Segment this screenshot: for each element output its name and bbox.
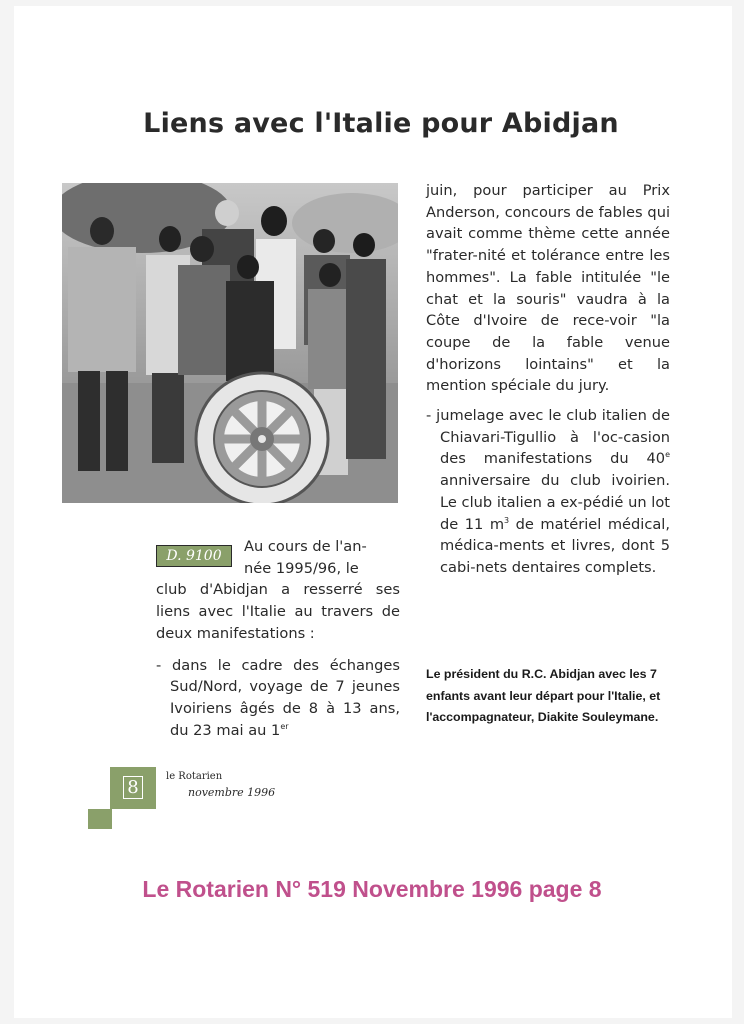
footer-reference: Le Rotarien N° 519 Novembre 1996 page 8 (142, 876, 602, 902)
page-marker-corner (88, 809, 112, 829)
item2-sup-3: 3 (504, 515, 510, 525)
item1-paragraph (156, 655, 400, 742)
intro-line-2: née 1995/96, le (244, 559, 359, 577)
item2-text-a: - jumelage avec le club italien de Chiavari-Tigullio à l'oc-casion des manifestations du 40 (426, 407, 670, 468)
group-photo-illustration (62, 183, 398, 503)
item1-continuation: juin, pour participer au Prix Anderson, concours de fables qui avait comme thème cette année "frater-nité et tolérance entre les hommes". La fable intitulée "le chat et la souris" vaudra à la Côte d'Ivoire de rece-voir "la coupe de la fable venue d'horizons lointains" et la mention spéciale du jury. (426, 182, 670, 395)
item1-text: - dans le cadre des échanges Sud/Nord, voyage de 7 jeunes Ivoiriens âgés de 8 à 13 ans, du 23 mai au 1 (156, 656, 400, 739)
item2-paragraph (426, 405, 670, 579)
district-badge: D. 9100 (156, 545, 232, 567)
right-column (426, 180, 670, 579)
page-number (110, 767, 156, 809)
page-number-value: 8 (123, 776, 142, 799)
publication-name: le Rotarien (166, 771, 223, 782)
item2-text-c: de matériel médical, médica-ments et livres, dont 5 cabi-nets dentaires complets. (440, 515, 670, 576)
intro-rest: club d'Abidjan a resserré ses liens avec l'Italie au travers de deux manifestations : (156, 581, 400, 642)
article-title: Liens avec l'Italie pour Abidjan (143, 108, 619, 139)
group-photo (62, 183, 398, 503)
intro-line-1: Au cours de l'an- (244, 538, 367, 555)
left-column (156, 536, 400, 741)
item2-text-b: anniversaire du club ivoirien. Le club italien a ex-pédié un lot de 11 m (440, 472, 670, 533)
photo-caption: Le président du R.C. Abidjan avec les 7 enfants avant leur départ pour l'Italie, et l'accompagnateur, Diakite Souleymane. (426, 667, 661, 724)
publication-date: novembre 1996 (188, 786, 276, 799)
item1-sup: er (280, 721, 289, 731)
item2-sup-e: e (665, 450, 670, 460)
